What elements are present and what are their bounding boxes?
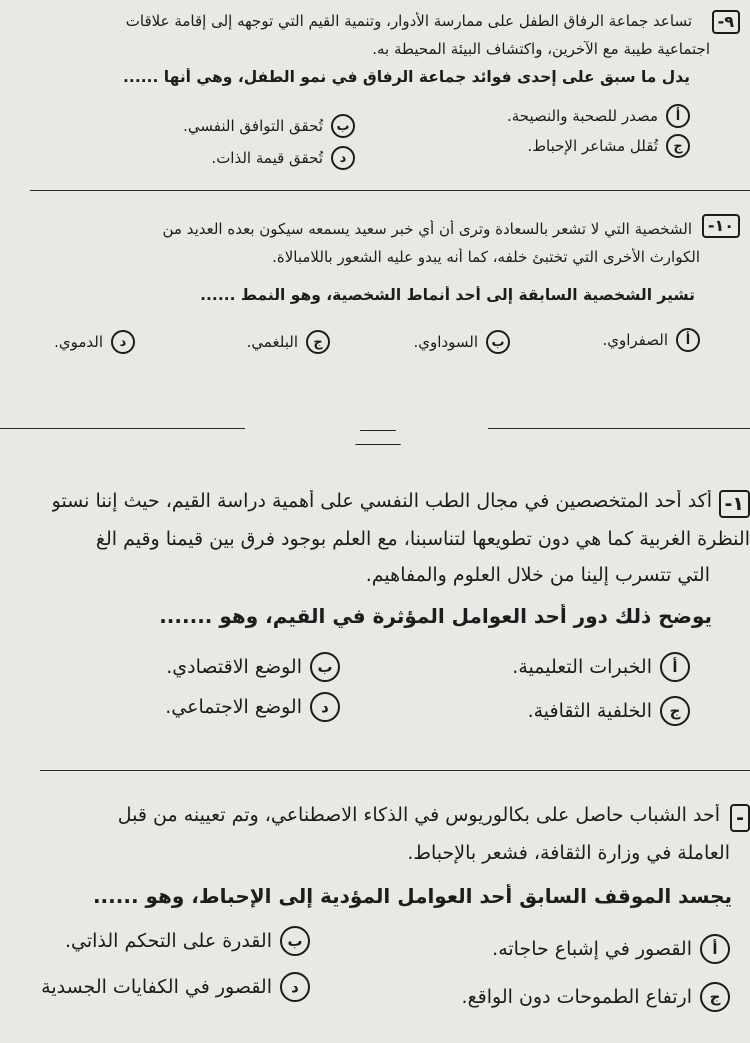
question-number: ١- [719, 490, 750, 518]
option-text: القدرة على التحكم الذاتي. [64, 930, 272, 952]
question-text-line: أكد أحد المتخصصين في مجال الطب النفسي على أهمية دراسة القيم، حيث إننا نستو [51, 490, 712, 512]
option-a[interactable] [507, 104, 690, 128]
option-text: القصور في الكفايات الجسدية [41, 976, 272, 998]
option-text: تُحقق قيمة الذات. [211, 149, 323, 167]
option-text: السوداوي. [413, 333, 478, 351]
option-text: ارتفاع الطموحات دون الواقع. [461, 986, 692, 1008]
question-stem: يوضح ذلك دور أحد العوامل المؤثرة في القيم، وهو ....... [159, 604, 712, 628]
question-text-line: العاملة في وزارة الثقافة، فشعر بالإحباط. [407, 842, 730, 864]
option-text: الدموي. [54, 333, 103, 351]
option-letter-d: د [331, 146, 355, 170]
option-a[interactable] [512, 652, 690, 682]
divider [30, 190, 750, 191]
option-letter-a: أ [660, 652, 690, 682]
option-letter-d: د [111, 330, 135, 354]
option-text: مصدر للصحبة والنصيحة. [506, 107, 658, 125]
option-letter-b: ب [280, 926, 310, 956]
option-d[interactable] [54, 330, 135, 354]
option-c[interactable] [528, 696, 690, 726]
option-c[interactable] [527, 134, 690, 158]
question-10 [0, 208, 750, 368]
option-letter-d: د [280, 972, 310, 1002]
option-d[interactable] [211, 146, 355, 170]
option-text: الخلفية الثقافية. [527, 700, 652, 722]
question-number: ١٠- [702, 214, 740, 238]
option-text: الصفراوي. [602, 331, 668, 349]
question-stem: يدل ما سبق على إحدى فوائد جماعة الرفاق في نمو الطفل، وهي أنها ...... [123, 68, 690, 86]
option-letter-c: ج [666, 134, 690, 158]
question-number: ٩- [712, 10, 740, 34]
option-letter-c: ج [306, 330, 330, 354]
divider [40, 770, 750, 771]
option-b[interactable] [65, 926, 310, 956]
question-text-line: الشخصية التي لا تشعر بالسعادة وترى أن أي خبر سعيد يسمعه سيكون بعده العديد من [162, 220, 692, 238]
option-c[interactable] [462, 982, 730, 1012]
option-letter-b: ب [486, 330, 510, 354]
question-text-line: أحد الشباب حاصل على بكالوريوس في الذكاء الاصطناعي، وتم تعيينه من قبل [117, 804, 720, 826]
question-2 [0, 800, 750, 1043]
option-text: الخبرات التعليمية. [512, 656, 652, 678]
option-d[interactable] [165, 692, 340, 722]
question-text-line: النظرة الغربية كما هي دون تطويعها لتناسبنا، مع العلم بوجود فرق بين قيمنا وقيم الغ [95, 528, 750, 550]
option-letter-a: أ [666, 104, 690, 128]
option-b[interactable] [183, 114, 355, 138]
option-a[interactable] [602, 328, 700, 352]
option-letter-b: ب [331, 114, 355, 138]
question-number: - [730, 804, 750, 832]
option-text: القصور في إشباع حاجاته. [492, 938, 692, 960]
option-letter-c: ج [660, 696, 690, 726]
option-text: البلغمي. [246, 333, 298, 351]
option-b[interactable] [166, 652, 340, 682]
option-text: الوضع الاقتصادي. [166, 656, 302, 678]
question-text-line: تساعد جماعة الرفاق الطفل على ممارسة الأدوار، وتنمية القيم التي توجهه إلى إقامة علاقات [125, 12, 692, 30]
option-letter-c: ج [700, 982, 730, 1012]
option-text: الوضع الاجتماعي. [165, 696, 302, 718]
question-9 [0, 6, 750, 178]
option-letter-a: أ [700, 934, 730, 964]
option-letter-d: د [310, 692, 340, 722]
option-text: تُحقق التوافق النفسي. [183, 117, 323, 135]
option-letter-a: أ [676, 328, 700, 352]
question-stem: تشير الشخصية السابقة إلى أحد أنماط الشخصية، وهو النمط ...... [200, 286, 695, 304]
question-stem: يجسد الموقف السابق أحد العوامل المؤدية إلى الإحباط، وهو ...... [92, 884, 732, 908]
option-b[interactable] [414, 330, 510, 354]
option-text: تُقلل مشاعر الإحباط. [527, 137, 658, 155]
question-text-line: الكوارث الأخرى التي تختبئ خلفه، كما أنه يبدو عليه الشعور باللامبالاة. [272, 248, 700, 266]
option-letter-b: ب [310, 652, 340, 682]
question-text-line: التي تتسرب إلينا من خلال العلوم والمفاهيم. [365, 564, 710, 586]
ornament-top: ـــــــــــ [360, 421, 396, 434]
option-c[interactable] [247, 330, 330, 354]
ornament-bottom: ــــــــــــــ [355, 435, 401, 448]
divider-right [488, 428, 750, 429]
question-text-line: اجتماعية طيبة مع الآخرين، واكتشاف البيئة المحيطة به. [372, 40, 710, 58]
option-d[interactable] [41, 972, 310, 1002]
option-a[interactable] [492, 934, 730, 964]
divider-left [0, 428, 245, 429]
question-1 [0, 486, 750, 736]
